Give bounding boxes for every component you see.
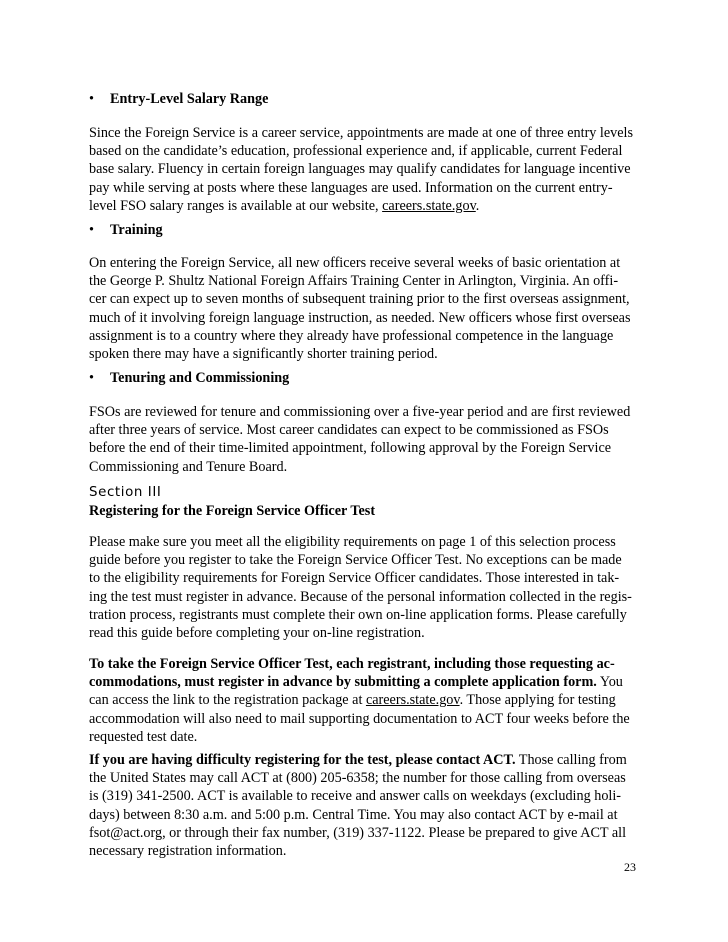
text-line: To take the Foreign Service Officer Test, each registrant, including those requesting ac- [89,656,615,672]
section-title: Registering for the Foreign Service Officer Test [89,503,376,519]
text-segment: . [475,197,480,214]
text-line [89,197,649,215]
training-paragraph [89,254,649,363]
text-line [89,673,649,691]
text-line: pay while serving at posts where these languages are used. Information on the current entry- [89,179,613,196]
bullet-dot: • [89,222,94,238]
text-line [89,751,649,769]
text-segment: If you are having difficulty registering for the test, please contact ACT. [89,752,516,768]
careers-link[interactable]: careers.state.gov [382,197,476,214]
training-heading: Training [110,222,163,238]
salary-paragraph [89,124,649,215]
text-segment: can access the link to the registration package at [89,692,366,709]
bullet-dot: • [89,91,94,107]
text-line: read this guide before completing your on-line registration. [89,625,425,642]
text-line: fsot@act.org, or through their fax number, (319) 337-1122. Please be prepared to give ACT all [89,824,627,841]
text-segment: Those calling from [515,752,627,768]
salary-heading: Entry-Level Salary Range [110,91,269,107]
text-line: the United States may call ACT at (800) 205-6358; the number for those calling from overseas [89,770,626,787]
text-line: ing the test must register in advance. Because of the personal information collected in the regis- [89,588,632,605]
tenure-paragraph [89,403,649,476]
bullet-dot: • [89,370,94,386]
text-line: On entering the Foreign Service, all new officers receive several weeks of basic orientation at [89,255,621,271]
text-line: requested test date. [89,728,198,745]
text-line: Please make sure you meet all the eligibility requirements on page 1 of this selection process [89,534,616,550]
text-line: much of it involving foreign language instruction, as needed. New officers whose first overseas [89,309,631,326]
text-line: accommodation will also need to mail supporting documentation to ACT four weeks before the [89,710,630,727]
text-segment: . Those applying for testing [459,692,616,709]
text-line: the George P. Shultz National Foreign Affairs Training Center in Arlington, Virginia. An offi- [89,273,619,290]
text-line: after three years of service. Most career candidates can expect to be commissioned as FSOs [89,422,609,439]
text-line: based on the candidate’s education, professional experience and, if applicable, current Federal [89,143,623,160]
text-line: base salary. Fluency in certain foreign languages may qualify candidates for language incentive [89,161,631,178]
text-segment: level FSO salary ranges is available at our website, [89,197,383,214]
text-line: cer can expect up to seven months of subsequent training prior to the first overseas assignment, [89,291,630,308]
text-line: to the eligibility requirements for Foreign Service Officer candidates. Those interested in tak- [89,570,620,587]
difficulty-paragraph [89,751,649,860]
text-line: tration process, registrants must complete their own on-line application forms. Please carefully [89,606,627,623]
text-line: days) between 8:30 a.m. and 5:00 p.m. Central Time. You may also contact ACT by e-mail at [89,806,618,823]
text-segment: commodations, must register in advance by submitting a complete application form. [89,674,597,691]
text-line: Since the Foreign Service is a career service, appointments are made at one of three entry levels [89,125,634,141]
text-line: FSOs are reviewed for tenure and commissioning over a five-year period and are first reviewed [89,404,631,420]
page-number: 23 [624,860,636,874]
text-line: before the end of their time-limited appointment, following approval by the Foreign Service [89,440,612,457]
tenure-heading: Tenuring and Commissioning [110,370,290,386]
text-line [89,691,649,709]
text-segment: You [596,674,623,691]
register-paragraph [89,533,649,642]
text-line: spoken there may have a significantly shorter training period. [89,346,438,363]
text-line: is (319) 341-2500. ACT is available to receive and answer calls on weekdays (excluding holi- [89,788,622,805]
text-line: guide before you register to take the Foreign Service Officer Test. No exceptions can be made [89,552,622,569]
careers-link[interactable]: careers.state.gov [365,692,460,709]
text-line: assignment is to a country where they already have professional competence in the language [89,327,614,344]
text-line: necessary registration information. [89,843,287,860]
take-test-paragraph [89,655,649,746]
section-label: Section III [89,485,162,500]
text-line: Commissioning and Tenure Board. [89,458,288,475]
